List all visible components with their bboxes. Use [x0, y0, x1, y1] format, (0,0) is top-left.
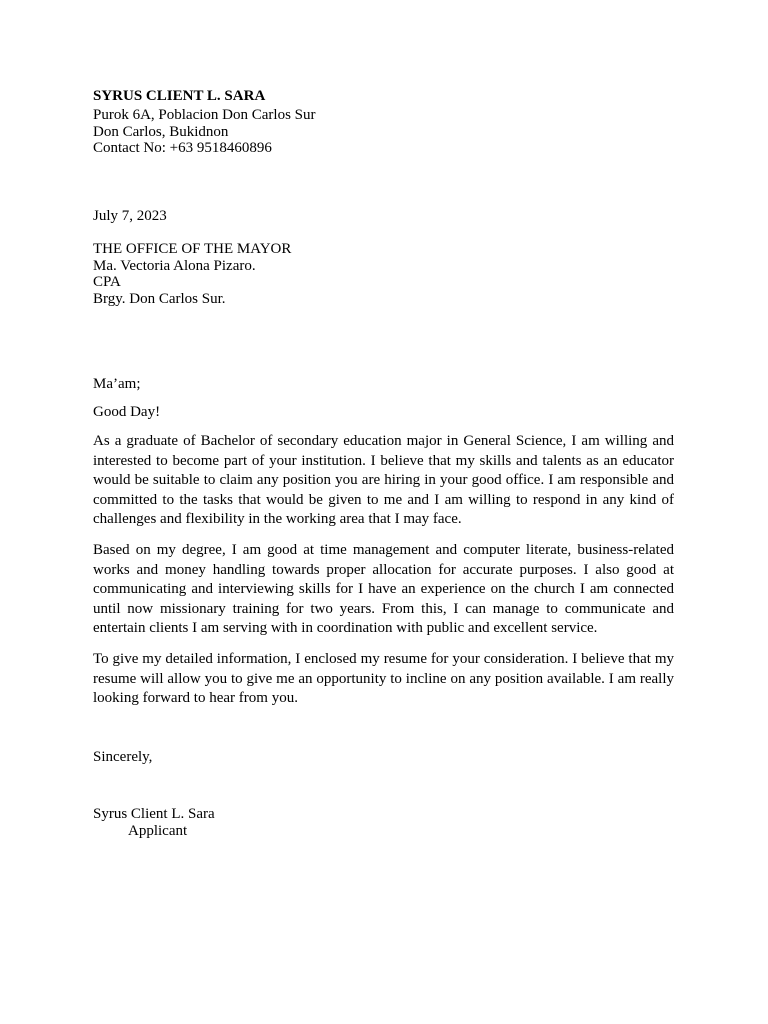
salutation: Ma’am;	[93, 376, 141, 392]
greeting: Good Day!	[93, 404, 161, 420]
sender-address-line2: Don Carlos, Bukidnon	[93, 124, 229, 140]
recipient-title: CPA	[93, 274, 121, 290]
signature-name: Syrus Client L. Sara	[93, 806, 215, 822]
sender-address-line1: Purok 6A, Poblacion Don Carlos Sur	[93, 107, 316, 123]
recipient-office: THE OFFICE OF THE MAYOR	[93, 241, 292, 257]
body-paragraph-2: Based on my degree, I am good at time management and computer literate, business-related works and money handling towards proper allocation for accurate purposes. I also good at communicating and interviewing skills for I have an experience on the church I am connected until now missionary training for two years. From this, I can manage to communicate and entertain clients I am serving with in coordination with public and excellent service.	[93, 542, 674, 636]
body-paragraph-1: As a graduate of Bachelor of secondary education major in General Science, I am willing and interested to become part of your institution. I believe that my skills and talents as an educator would be suitable to claim any position you are hiring in your good office. I am responsible and committed to the tasks that would be given to me and I am willing to respond in any kind of challenges and flexibility in the working area that I may face.	[93, 433, 674, 527]
body-paragraph-3: To give my detailed information, I enclosed my resume for your consideration. I believe that my resume will allow you to give me an opportunity to incline on any position available. I am really looking forward to hear from you.	[93, 651, 674, 706]
sender-contact: Contact No: +63 9518460896	[93, 140, 272, 156]
recipient-location: Brgy. Don Carlos Sur.	[93, 291, 226, 307]
signature-role: Applicant	[128, 823, 188, 839]
recipient-name: Ma. Vectoria Alona Pizaro.	[93, 258, 256, 274]
letter-date: July 7, 2023	[93, 208, 167, 224]
sender-name: SYRUS CLIENT L. SARA	[93, 88, 266, 104]
closing: Sincerely,	[93, 749, 153, 765]
